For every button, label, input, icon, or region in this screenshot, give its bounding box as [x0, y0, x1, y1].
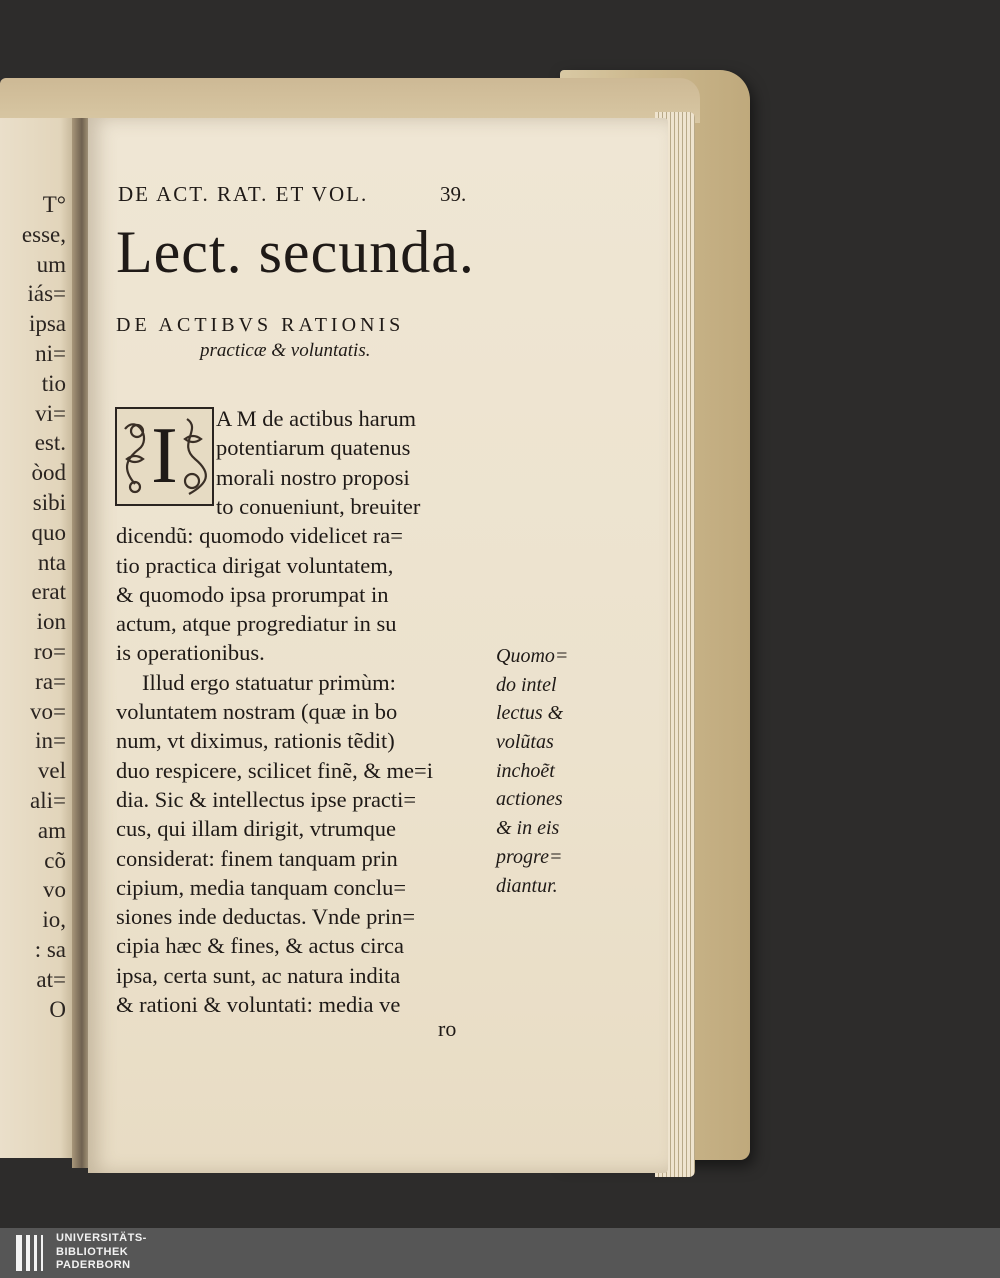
library-logo-text	[56, 1232, 147, 1273]
left-page-line: nta	[37, 549, 66, 575]
left-page-line: ni=	[35, 340, 66, 366]
body-line: A M de actibus harum	[216, 406, 416, 431]
margin-note-line: lectus &	[496, 702, 564, 725]
left-page-line: O	[49, 996, 66, 1022]
left-page-line: vo	[43, 877, 66, 903]
body-line: dia. Sic & intellectus ipse practi=	[116, 786, 417, 812]
left-page-line: at=	[36, 966, 66, 992]
library-logo-icon	[14, 1233, 48, 1273]
left-page-line: io,	[42, 907, 66, 933]
initial-letter: I	[151, 412, 178, 500]
body-line: tio practica dirigat voluntatem,	[116, 552, 394, 578]
body-line: potentiarum quatenus	[216, 435, 411, 461]
left-page-line: T°	[42, 192, 66, 217]
cover-top-edge	[0, 78, 700, 123]
body-line: duo respicere, scilicet finẽ, & me=i	[116, 757, 433, 783]
left-page	[0, 118, 80, 1158]
left-page-line: vo=	[30, 698, 66, 724]
page-number: 39.	[440, 182, 467, 206]
left-page-line: um	[36, 251, 66, 277]
margin-note-line: diantur.	[496, 874, 558, 897]
left-page-line: tio	[41, 370, 66, 396]
body-line: considerat: finem tanquam prin	[116, 845, 398, 871]
logo-line: PADERBORN	[56, 1259, 131, 1271]
body-line: ipsa, certa sunt, ac natura indita	[116, 962, 401, 988]
left-page-line: iás=	[27, 281, 66, 307]
body-line: dicendũ: quomodo videlicet ra=	[116, 523, 403, 549]
body-line: & rationi & voluntati: media ve	[116, 992, 401, 1017]
decorated-initial	[115, 407, 214, 506]
margin-note-line: inchoẽt	[496, 759, 555, 782]
margin-note-line: actiones	[496, 788, 563, 811]
margin-note-line: & in eis	[496, 817, 560, 840]
body-line: voluntatem nostram (quæ in bo	[116, 699, 398, 724]
footer-bar	[0, 1228, 1000, 1278]
left-page-line: sibi	[32, 489, 66, 515]
left-page-line: est.	[34, 430, 66, 456]
section-subtitle: DE ACTIBVS RATIONIS	[116, 314, 405, 336]
logo-line: UNIVERSITÄTS-	[56, 1232, 147, 1244]
left-page-line: in=	[35, 728, 66, 754]
body-line: siones inde deductas. Vnde prin=	[116, 904, 416, 930]
catchword: ro	[438, 1016, 457, 1041]
left-page-line: ali=	[30, 787, 66, 813]
left-page-line: ro=	[33, 638, 66, 664]
body-line: cus, qui illam dirigit, vtrumque	[116, 816, 396, 842]
body-line: & quomodo ipsa prorumpat in	[116, 581, 389, 607]
body-line: to conueniunt, breuiter	[216, 493, 421, 519]
logo-line: BIBLIOTHEK	[56, 1245, 129, 1258]
body-line: actum, atque progrediatur in su	[116, 611, 397, 637]
body-line: num, vt diximus, rationis tẽdit)	[116, 728, 395, 754]
margin-note-line: do intel	[496, 673, 557, 696]
left-page-line: quo	[31, 519, 66, 545]
left-page-line: òod	[31, 460, 66, 486]
margin-note	[496, 642, 606, 900]
left-page-line: cõ	[44, 847, 66, 873]
left-page-line: vi=	[35, 400, 66, 426]
left-page-line: ion	[36, 609, 66, 635]
body-line: is operationibus.	[116, 640, 265, 666]
left-page-line: vel	[37, 758, 66, 784]
left-page-line: am	[37, 817, 66, 843]
body-line: cipium, media tanquam conclu=	[116, 874, 407, 900]
margin-note-line: volũtas	[496, 731, 554, 754]
body-line: cipia hæc & fines, & actus circa	[116, 933, 405, 959]
section-subtitle-italic: practicæ & voluntatis.	[200, 340, 371, 361]
left-page-line: ra=	[35, 668, 66, 694]
margin-note-line: progre=	[496, 845, 563, 868]
left-page-line: : sa	[34, 936, 66, 962]
running-head: DE ACT. RAT. ET VOL.	[118, 182, 369, 206]
left-page-line: erat	[31, 579, 66, 605]
left-page-line: ipsa	[28, 311, 66, 337]
left-page-text	[0, 190, 66, 1024]
section-title: Lect. secunda.	[116, 219, 475, 285]
body-line: morali nostro proposi	[216, 464, 410, 490]
margin-note-line: Quomo=	[496, 645, 569, 667]
body-line: Illud ergo statuatur primùm:	[142, 669, 396, 695]
left-page-line: esse,	[21, 221, 66, 247]
